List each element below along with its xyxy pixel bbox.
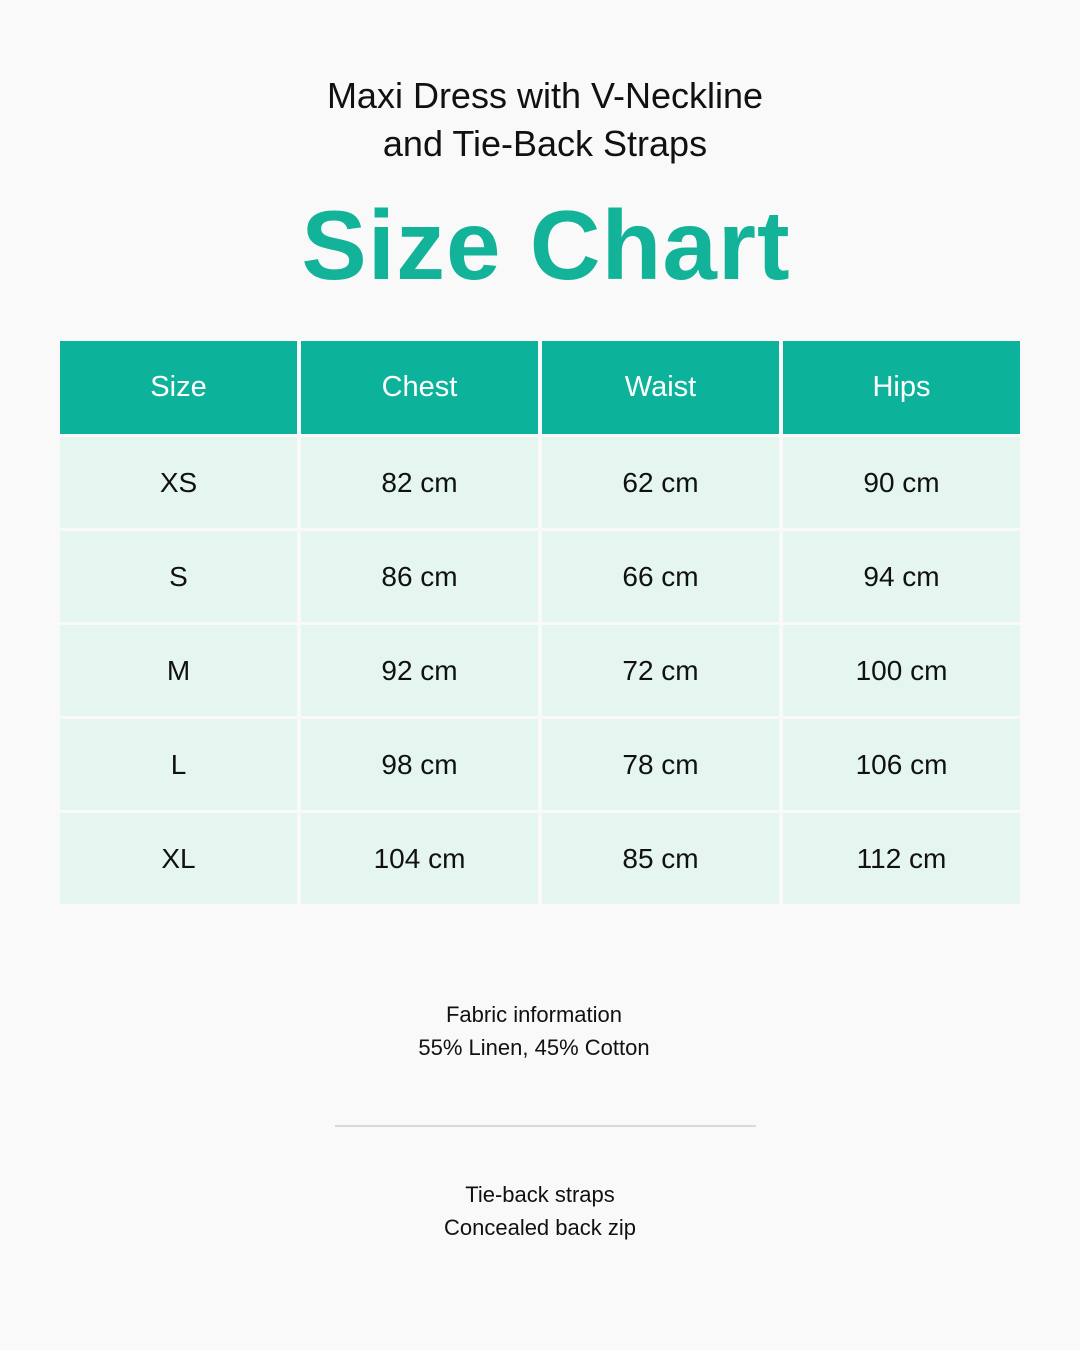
fabric-composition: 55% Linen, 45% Cotton	[418, 1035, 650, 1060]
divider	[335, 1125, 756, 1127]
cell-waist: 66 cm	[542, 531, 779, 622]
table-row	[60, 531, 1020, 622]
cell-size: M	[60, 625, 297, 716]
cell-chest: 86 cm	[301, 531, 538, 622]
header-chest: Chest	[301, 341, 538, 434]
cell-waist: 72 cm	[542, 625, 779, 716]
cell-chest: 98 cm	[301, 719, 538, 810]
table-row	[60, 719, 1020, 810]
header-hips: Hips	[783, 341, 1020, 434]
cell-chest: 82 cm	[301, 437, 538, 528]
cell-hips: 100 cm	[783, 625, 1020, 716]
cell-waist: 85 cm	[542, 813, 779, 904]
feature-line-2: Concealed back zip	[443, 1215, 636, 1240]
cell-hips: 90 cm	[783, 437, 1020, 528]
table-row	[60, 437, 1020, 528]
cell-size: XS	[60, 437, 297, 528]
features-info	[6, 1178, 1074, 1244]
cell-waist: 78 cm	[542, 719, 779, 810]
cell-waist: 62 cm	[542, 437, 779, 528]
size-table	[60, 341, 1020, 907]
fabric-label: Fabric information	[445, 1002, 623, 1027]
fabric-info	[0, 998, 1068, 1064]
cell-chest: 104 cm	[301, 813, 538, 904]
table-row	[60, 625, 1020, 716]
cell-chest: 92 cm	[301, 625, 538, 716]
cell-size: XL	[60, 813, 297, 904]
table-row	[60, 813, 1020, 904]
cell-hips: 112 cm	[783, 813, 1020, 904]
cell-size: S	[60, 531, 297, 622]
cell-hips: 94 cm	[783, 531, 1020, 622]
feature-line-1: Tie-back straps	[465, 1182, 615, 1207]
header-size: Size	[60, 341, 297, 434]
product-title-line1: Maxi Dress with V-Neckline	[326, 75, 764, 116]
table-header-row	[60, 341, 1020, 434]
page-heading: Size Chart	[301, 190, 791, 300]
header-waist: Waist	[542, 341, 779, 434]
product-title-line2: and Tie-Back Straps	[382, 123, 708, 164]
cell-hips: 106 cm	[783, 719, 1020, 810]
product-title	[0, 72, 1080, 168]
cell-size: L	[60, 719, 297, 810]
